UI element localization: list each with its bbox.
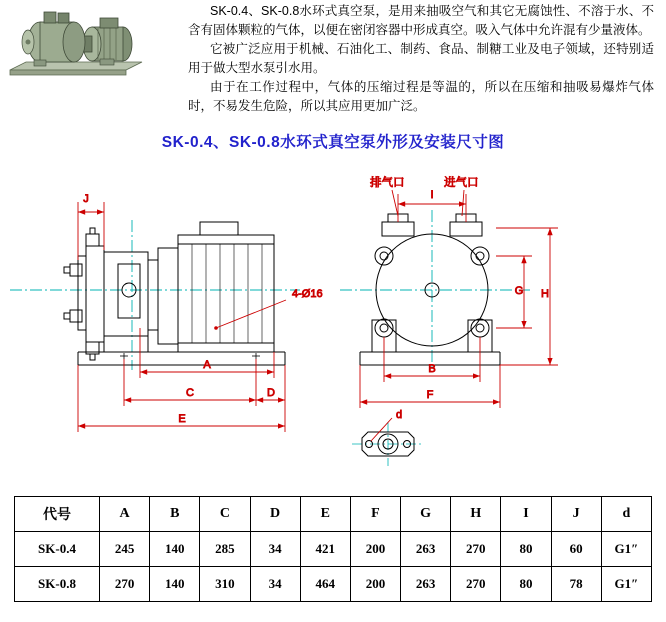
cell-sk08-I: 80 (501, 567, 551, 602)
cell-sk08-F: 200 (350, 567, 400, 602)
dim-label-H: H (541, 288, 549, 300)
dim-label-I: I (430, 189, 434, 201)
table-row (15, 567, 652, 602)
label-intake-port: 进气口 (444, 177, 479, 189)
cell-sk08-G: 263 (401, 567, 451, 602)
cell-sk04-J: 60 (551, 532, 601, 567)
row-code-sk08: SK-0.8 (15, 567, 100, 602)
cell-sk08-J: 78 (551, 567, 601, 602)
cell-sk04-D: 34 (250, 532, 300, 567)
cell-sk04-C: 285 (200, 532, 250, 567)
table-header-H: H (451, 497, 501, 532)
cell-sk08-d: G1″ (601, 567, 651, 602)
row-code-sk04: SK-0.4 (15, 532, 100, 567)
cell-sk04-G: 263 (401, 532, 451, 567)
table-header-J: J (551, 497, 601, 532)
cell-sk04-d: G1″ (601, 532, 651, 567)
description-paragraph-2: 它被广泛应用于机械、石油化工、制药、食品、制糖工业及电子领域，还特别适用于做大型水泵引水用。 (188, 42, 654, 75)
cell-sk04-I: 80 (501, 532, 551, 567)
table-header-I: I (501, 497, 551, 532)
label-exhaust-port: 排气口 (370, 177, 405, 189)
cell-sk08-H: 270 (451, 567, 501, 602)
dim-label-G: G (514, 285, 524, 297)
table-header-F: F (350, 497, 400, 532)
dim-label-F: F (426, 389, 434, 401)
cell-sk08-E: 464 (300, 567, 350, 602)
product-photo (4, 4, 149, 84)
description-paragraph-1: SK-0.4、SK-0.8水环式真空泵，是用来抽吸空气和其它无腐蚀性、不溶于水、不含有固体颗粒的气体，以便在密闭容器中形成真空。吸入气体中允许混有少量液体。 (188, 4, 654, 37)
table-header-A: A (100, 497, 150, 532)
table-row (15, 532, 652, 567)
table-header-d: d (601, 497, 651, 532)
dim-label-E: E (178, 413, 186, 425)
cell-sk08-B: 140 (150, 567, 200, 602)
cell-sk04-B: 140 (150, 532, 200, 567)
cell-sk04-E: 421 (300, 532, 350, 567)
cell-sk04-F: 200 (350, 532, 400, 567)
table-header-C: C (200, 497, 250, 532)
table-header-G: G (401, 497, 451, 532)
table-header-E: E (300, 497, 350, 532)
product-intro-section (0, 0, 666, 120)
table-header-D: D (250, 497, 300, 532)
table-header-B: B (150, 497, 200, 532)
cell-sk04-H: 270 (451, 532, 501, 567)
dim-label-J: J (83, 193, 89, 205)
dim-label-holes: 4-Ø16 (292, 288, 323, 300)
dim-label-C: C (186, 387, 194, 399)
table-header-code: 代号 (15, 497, 100, 532)
spec-table-wrapper (14, 496, 652, 602)
table-header-row (15, 497, 652, 532)
product-description (188, 2, 654, 116)
description-paragraph-3: 由于在工作过程中，气体的压缩过程是等温的，所以在压缩和抽吸易爆炸气体时，不易发生危险，所以其应用更加广泛。 (188, 80, 654, 113)
cell-sk08-A: 270 (100, 567, 150, 602)
dim-label-A: A (203, 359, 211, 371)
dimension-drawing (0, 160, 666, 490)
spec-table (14, 496, 652, 602)
dim-label-B: B (428, 363, 436, 375)
dim-label-D: D (267, 387, 275, 399)
cell-sk08-D: 34 (250, 567, 300, 602)
dim-label-d: d (396, 409, 403, 421)
cell-sk04-A: 245 (100, 532, 150, 567)
cell-sk08-C: 310 (200, 567, 250, 602)
page-title: SK-0.4、SK-0.8水环式真空泵外形及安装尺寸图 (161, 134, 505, 151)
